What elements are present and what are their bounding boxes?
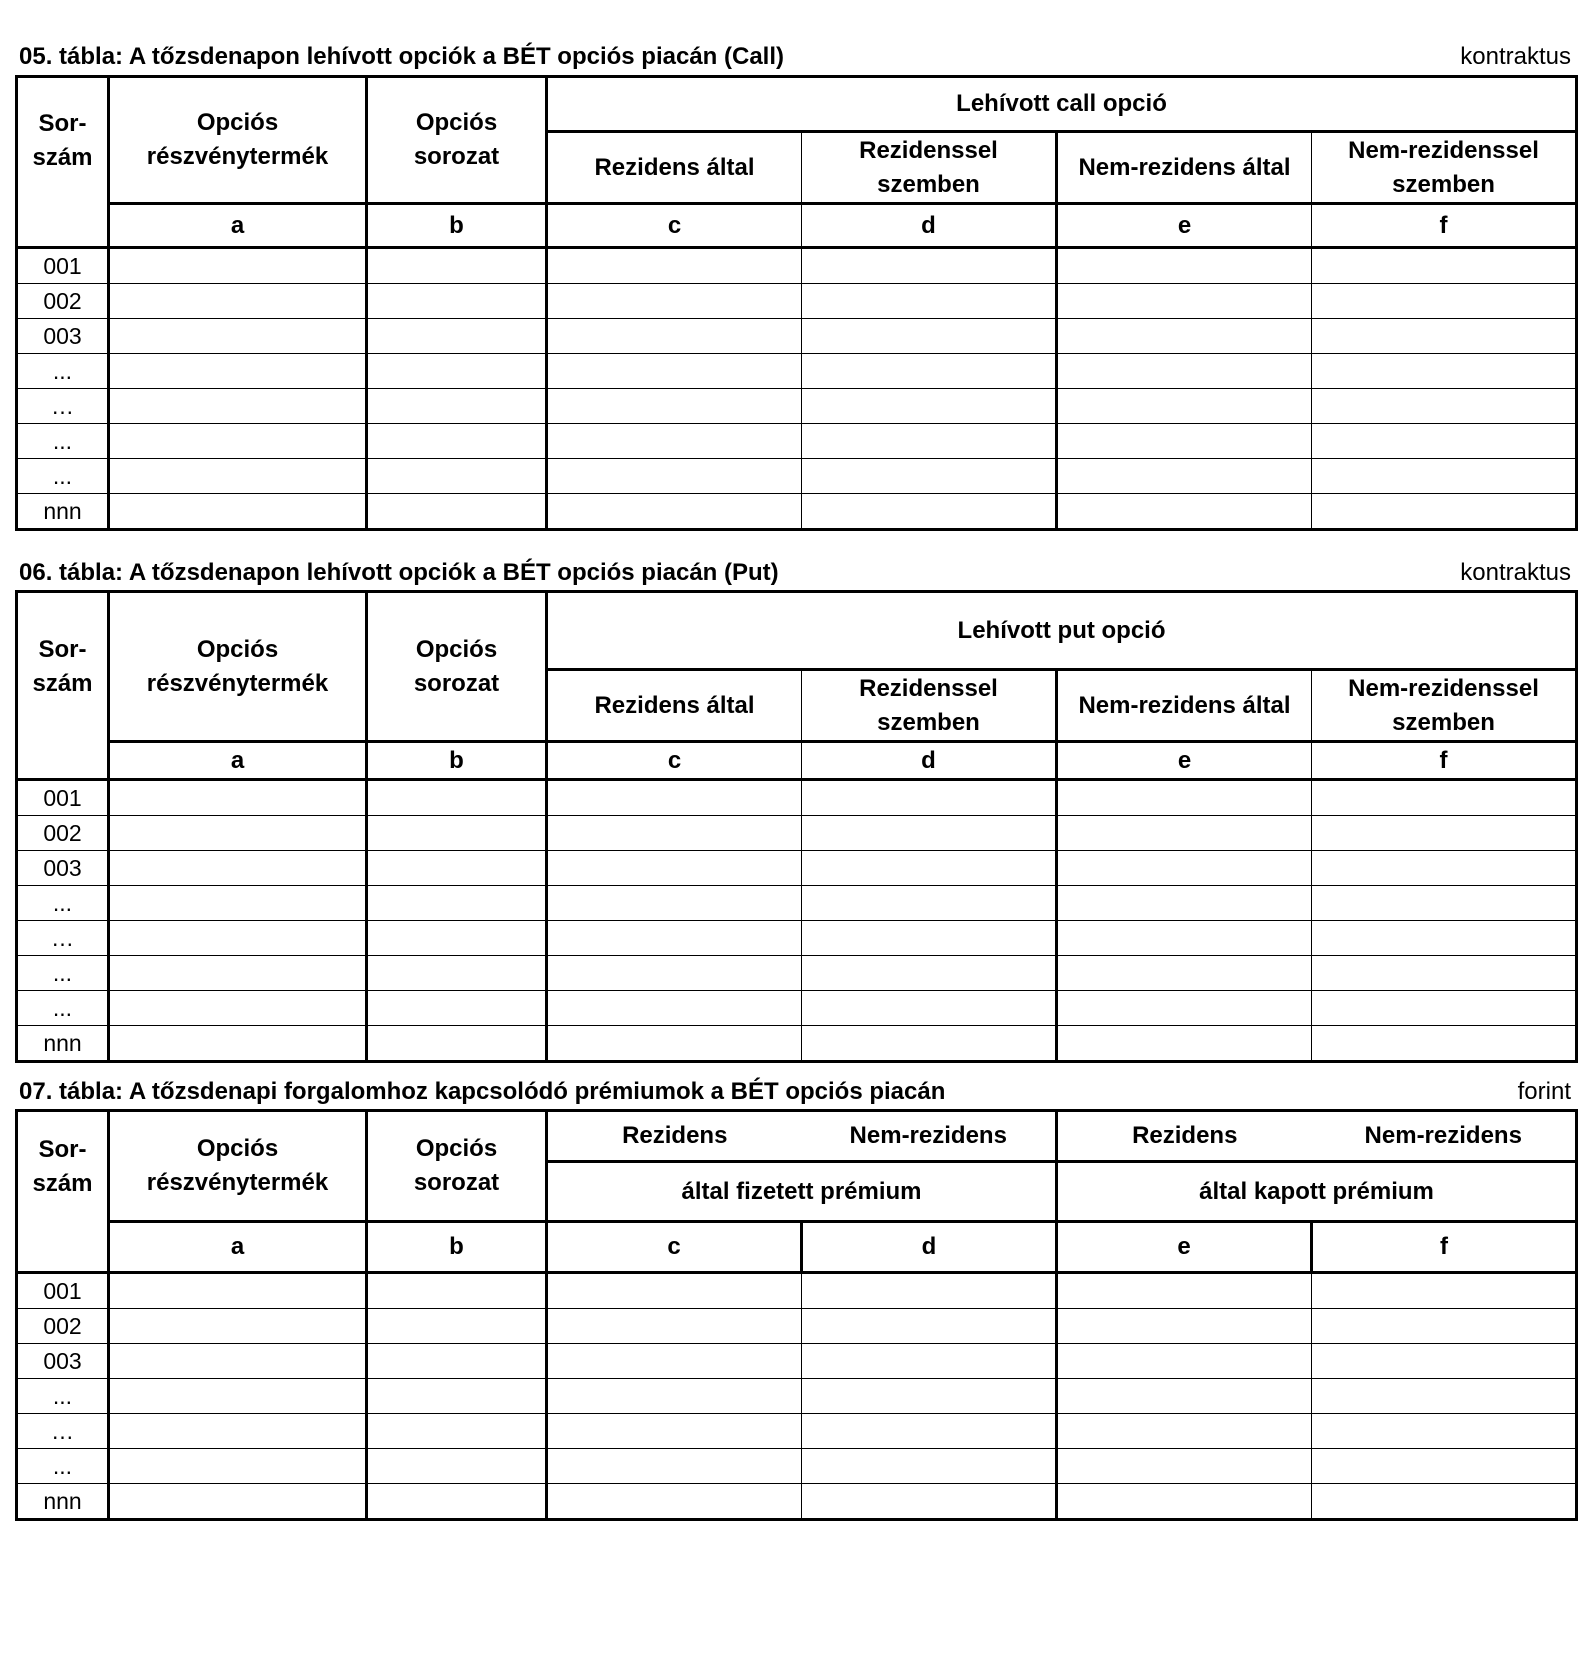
letter-f: f (1312, 1222, 1577, 1273)
table-row (17, 319, 1577, 354)
cell-d[interactable] (802, 248, 1057, 284)
cell-b[interactable] (367, 1344, 547, 1379)
row-number: 002 (17, 1309, 109, 1344)
cell-d[interactable] (802, 1379, 1057, 1414)
cell-d[interactable] (802, 354, 1057, 389)
cell-d[interactable] (802, 851, 1057, 886)
cell-c[interactable] (547, 284, 802, 319)
cell-b[interactable] (367, 780, 547, 816)
cell-c[interactable] (547, 921, 802, 956)
cell-b[interactable] (367, 319, 547, 354)
cell-c[interactable] (547, 816, 802, 851)
cell-e[interactable] (1057, 1273, 1312, 1309)
table-07-caption (19, 1075, 1571, 1105)
cell-c[interactable] (547, 1026, 802, 1062)
cell-b[interactable] (367, 1026, 547, 1062)
letter-e: e (1057, 204, 1312, 248)
cell-e[interactable] (1057, 991, 1312, 1026)
cell-a[interactable] (109, 248, 367, 284)
cell-a[interactable] (109, 1309, 367, 1344)
row-number: 001 (17, 780, 109, 816)
cell-a[interactable] (109, 424, 367, 459)
header-d: Rezidenssel szemben (802, 670, 1057, 742)
table-row (17, 459, 1577, 494)
cell-a[interactable] (109, 354, 367, 389)
table-05-caption (19, 40, 1571, 70)
cell-f[interactable] (1312, 1484, 1577, 1520)
cell-d[interactable] (802, 1273, 1057, 1309)
cell-f[interactable] (1312, 886, 1577, 921)
cell-c[interactable] (547, 319, 802, 354)
cell-c[interactable] (547, 1449, 802, 1484)
cell-d[interactable] (802, 991, 1057, 1026)
cell-e[interactable] (1057, 389, 1312, 424)
header-e: Nem-rezidens által (1057, 670, 1312, 742)
cell-a[interactable] (109, 389, 367, 424)
table-row (17, 991, 1577, 1026)
header-e-top: Rezidens (1057, 1111, 1312, 1162)
letter-a: a (109, 204, 367, 248)
letter-d: d (802, 742, 1057, 780)
cell-a[interactable] (109, 991, 367, 1026)
cell-b[interactable] (367, 424, 547, 459)
cell-a[interactable] (109, 956, 367, 991)
cell-c[interactable] (547, 851, 802, 886)
cell-e[interactable] (1057, 1344, 1312, 1379)
cell-d[interactable] (802, 1414, 1057, 1449)
row-number: ... (17, 956, 109, 991)
row-number: ... (17, 886, 109, 921)
letter-c: c (547, 1222, 802, 1273)
cell-b[interactable] (367, 389, 547, 424)
cell-a[interactable] (109, 494, 367, 530)
letter-f: f (1312, 742, 1577, 780)
cell-a[interactable] (109, 851, 367, 886)
table-05-title: 05. tábla: A tőzsdenapon lehívott opciók a BÉT opciós piacán (Call) (19, 43, 784, 70)
letter-b: b (367, 1222, 547, 1273)
table-06-caption (19, 556, 1571, 586)
row-number: … (17, 921, 109, 956)
table-row (17, 1414, 1577, 1449)
cell-b[interactable] (367, 956, 547, 991)
cell-c[interactable] (547, 1344, 802, 1379)
table-row (17, 1379, 1577, 1414)
row-number: nnn (17, 1026, 109, 1062)
cell-c[interactable] (547, 1273, 802, 1309)
cell-b[interactable] (367, 1379, 547, 1414)
header-f: Nem-rezidenssel szemben (1312, 132, 1577, 204)
row-number: nnn (17, 1484, 109, 1520)
table-row (17, 886, 1577, 921)
table-row (17, 921, 1577, 956)
cell-f[interactable] (1312, 816, 1577, 851)
cell-a[interactable] (109, 780, 367, 816)
table-row (17, 284, 1577, 319)
table-05-unit: kontraktus (1460, 43, 1571, 70)
cell-f[interactable] (1312, 354, 1577, 389)
header-cd-group: által fizetett prémium (547, 1162, 1057, 1222)
cell-d[interactable] (802, 494, 1057, 530)
row-number: ... (17, 1449, 109, 1484)
cell-d[interactable] (802, 780, 1057, 816)
cell-b[interactable] (367, 1484, 547, 1520)
table-row (17, 1449, 1577, 1484)
letter-e: e (1057, 742, 1312, 780)
header-f-top: Nem-rezidens (1312, 1111, 1577, 1162)
header-rownum: Sor- szám (17, 77, 109, 204)
table-06-unit: kontraktus (1460, 559, 1571, 586)
row-number: 001 (17, 248, 109, 284)
cell-c[interactable] (547, 248, 802, 284)
header-c: Rezidens által (547, 132, 802, 204)
cell-a[interactable] (109, 459, 367, 494)
cell-e[interactable] (1057, 1449, 1312, 1484)
header-group-put: Lehívott put opció (547, 592, 1577, 670)
cell-f[interactable] (1312, 248, 1577, 284)
cell-d[interactable] (802, 816, 1057, 851)
cell-a[interactable] (109, 284, 367, 319)
cell-c[interactable] (547, 354, 802, 389)
header-rownum: Sor- szám (17, 592, 109, 742)
header-f: Nem-rezidenssel szemben (1312, 670, 1577, 742)
letter-d: d (802, 1222, 1057, 1273)
table-row (17, 424, 1577, 459)
cell-d[interactable] (802, 389, 1057, 424)
cell-a[interactable] (109, 1414, 367, 1449)
table-06-title: 06. tábla: A tőzsdenapon lehívott opciók a BÉT opciós piacán (Put) (19, 559, 779, 586)
cell-e[interactable] (1057, 886, 1312, 921)
cell-e[interactable] (1057, 319, 1312, 354)
table-row (17, 389, 1577, 424)
cell-a[interactable] (109, 921, 367, 956)
cell-d[interactable] (802, 459, 1057, 494)
cell-f[interactable] (1312, 424, 1577, 459)
header-series: Opciós sorozat (367, 592, 547, 742)
cell-c[interactable] (547, 389, 802, 424)
header-product: Opciós részvénytermék (109, 77, 367, 204)
cell-f[interactable] (1312, 459, 1577, 494)
table-row (17, 956, 1577, 991)
table-row (17, 1273, 1577, 1309)
row-number: 002 (17, 816, 109, 851)
row-number: 003 (17, 319, 109, 354)
cell-b[interactable] (367, 1309, 547, 1344)
cell-e[interactable] (1057, 354, 1312, 389)
cell-d[interactable] (802, 319, 1057, 354)
table-row (17, 780, 1577, 816)
cell-a[interactable] (109, 1344, 367, 1379)
cell-d[interactable] (802, 1309, 1057, 1344)
cell-c[interactable] (547, 886, 802, 921)
header-blank (17, 742, 109, 780)
letter-f: f (1312, 204, 1577, 248)
cell-e[interactable] (1057, 459, 1312, 494)
cell-b[interactable] (367, 816, 547, 851)
cell-a[interactable] (109, 1026, 367, 1062)
cell-a[interactable] (109, 1273, 367, 1309)
cell-b[interactable] (367, 248, 547, 284)
cell-f[interactable] (1312, 319, 1577, 354)
cell-f[interactable] (1312, 1449, 1577, 1484)
cell-b[interactable] (367, 354, 547, 389)
cell-f[interactable] (1312, 1273, 1577, 1309)
cell-b[interactable] (367, 1414, 547, 1449)
table-row (17, 1026, 1577, 1062)
header-group-call: Lehívott call opció (547, 77, 1577, 132)
row-number: ... (17, 459, 109, 494)
header-series: Opciós sorozat (367, 1111, 547, 1222)
cell-f[interactable] (1312, 284, 1577, 319)
cell-c[interactable] (547, 1414, 802, 1449)
cell-b[interactable] (367, 991, 547, 1026)
cell-a[interactable] (109, 1379, 367, 1414)
letter-b: b (367, 742, 547, 780)
table-07-unit: forint (1517, 1078, 1571, 1105)
header-d-top: Nem-rezidens (802, 1111, 1057, 1162)
cell-b[interactable] (367, 921, 547, 956)
cell-f[interactable] (1312, 1309, 1577, 1344)
cell-f[interactable] (1312, 921, 1577, 956)
cell-b[interactable] (367, 886, 547, 921)
letter-a: a (109, 742, 367, 780)
cell-a[interactable] (109, 1449, 367, 1484)
cell-c[interactable] (547, 991, 802, 1026)
cell-d[interactable] (802, 921, 1057, 956)
cell-e[interactable] (1057, 780, 1312, 816)
row-number: … (17, 1414, 109, 1449)
cell-e[interactable] (1057, 1484, 1312, 1520)
table-06 (15, 590, 1578, 1063)
letter-e: e (1057, 1222, 1312, 1273)
row-number: nnn (17, 494, 109, 530)
header-rownum: Sor- szám (17, 1111, 109, 1222)
row-number: ... (17, 424, 109, 459)
letter-c: c (547, 742, 802, 780)
table-row (17, 248, 1577, 284)
cell-c[interactable] (547, 424, 802, 459)
table-07 (15, 1109, 1578, 1521)
cell-d[interactable] (802, 284, 1057, 319)
cell-f[interactable] (1312, 1344, 1577, 1379)
cell-c[interactable] (547, 459, 802, 494)
table-row (17, 1309, 1577, 1344)
cell-e[interactable] (1057, 424, 1312, 459)
cell-d[interactable] (802, 1449, 1057, 1484)
cell-e[interactable] (1057, 1309, 1312, 1344)
cell-e[interactable] (1057, 921, 1312, 956)
header-product: Opciós részvénytermék (109, 1111, 367, 1222)
row-number: 003 (17, 851, 109, 886)
header-blank (17, 204, 109, 248)
cell-e[interactable] (1057, 284, 1312, 319)
letter-a: a (109, 1222, 367, 1273)
cell-f[interactable] (1312, 991, 1577, 1026)
cell-d[interactable] (802, 1344, 1057, 1379)
cell-f[interactable] (1312, 1379, 1577, 1414)
cell-f[interactable] (1312, 956, 1577, 991)
header-product: Opciós részvénytermék (109, 592, 367, 742)
cell-d[interactable] (802, 886, 1057, 921)
cell-c[interactable] (547, 780, 802, 816)
cell-d[interactable] (802, 1484, 1057, 1520)
header-d: Rezidenssel szemben (802, 132, 1057, 204)
header-e: Nem-rezidens által (1057, 132, 1312, 204)
table-row (17, 1484, 1577, 1520)
row-number: ... (17, 354, 109, 389)
cell-e[interactable] (1057, 1379, 1312, 1414)
row-number: ... (17, 991, 109, 1026)
table-row (17, 354, 1577, 389)
table-row (17, 851, 1577, 886)
table-row (17, 1344, 1577, 1379)
table-row (17, 494, 1577, 530)
table-07-title: 07. tábla: A tőzsdenapi forgalomhoz kapcsolódó prémiumok a BÉT opciós piacán (19, 1078, 946, 1105)
cell-f[interactable] (1312, 494, 1577, 530)
row-number: ... (17, 1379, 109, 1414)
cell-a[interactable] (109, 1484, 367, 1520)
cell-d[interactable] (802, 424, 1057, 459)
cell-c[interactable] (547, 1484, 802, 1520)
row-number: 002 (17, 284, 109, 319)
header-ef-group: által kapott prémium (1057, 1162, 1577, 1222)
cell-c[interactable] (547, 956, 802, 991)
cell-a[interactable] (109, 816, 367, 851)
header-series: Opciós sorozat (367, 77, 547, 204)
cell-a[interactable] (109, 886, 367, 921)
letter-c: c (547, 204, 802, 248)
header-c-top: Rezidens (547, 1111, 802, 1162)
row-number: … (17, 389, 109, 424)
row-number: 001 (17, 1273, 109, 1309)
letter-d: d (802, 204, 1057, 248)
cell-a[interactable] (109, 319, 367, 354)
cell-f[interactable] (1312, 1026, 1577, 1062)
cell-d[interactable] (802, 956, 1057, 991)
cell-c[interactable] (547, 494, 802, 530)
cell-b[interactable] (367, 284, 547, 319)
cell-e[interactable] (1057, 851, 1312, 886)
letter-b: b (367, 204, 547, 248)
cell-d[interactable] (802, 1026, 1057, 1062)
cell-b[interactable] (367, 1449, 547, 1484)
cell-e[interactable] (1057, 1026, 1312, 1062)
cell-c[interactable] (547, 1379, 802, 1414)
cell-e[interactable] (1057, 494, 1312, 530)
cell-b[interactable] (367, 1273, 547, 1309)
table-05 (15, 75, 1578, 531)
header-c: Rezidens által (547, 670, 802, 742)
table-row (17, 816, 1577, 851)
cell-f[interactable] (1312, 851, 1577, 886)
cell-b[interactable] (367, 459, 547, 494)
cell-e[interactable] (1057, 1414, 1312, 1449)
cell-e[interactable] (1057, 248, 1312, 284)
cell-c[interactable] (547, 1309, 802, 1344)
header-blank (17, 1222, 109, 1273)
cell-b[interactable] (367, 494, 547, 530)
cell-f[interactable] (1312, 389, 1577, 424)
cell-e[interactable] (1057, 816, 1312, 851)
cell-b[interactable] (367, 851, 547, 886)
cell-f[interactable] (1312, 780, 1577, 816)
cell-f[interactable] (1312, 1414, 1577, 1449)
row-number: 003 (17, 1344, 109, 1379)
cell-e[interactable] (1057, 956, 1312, 991)
